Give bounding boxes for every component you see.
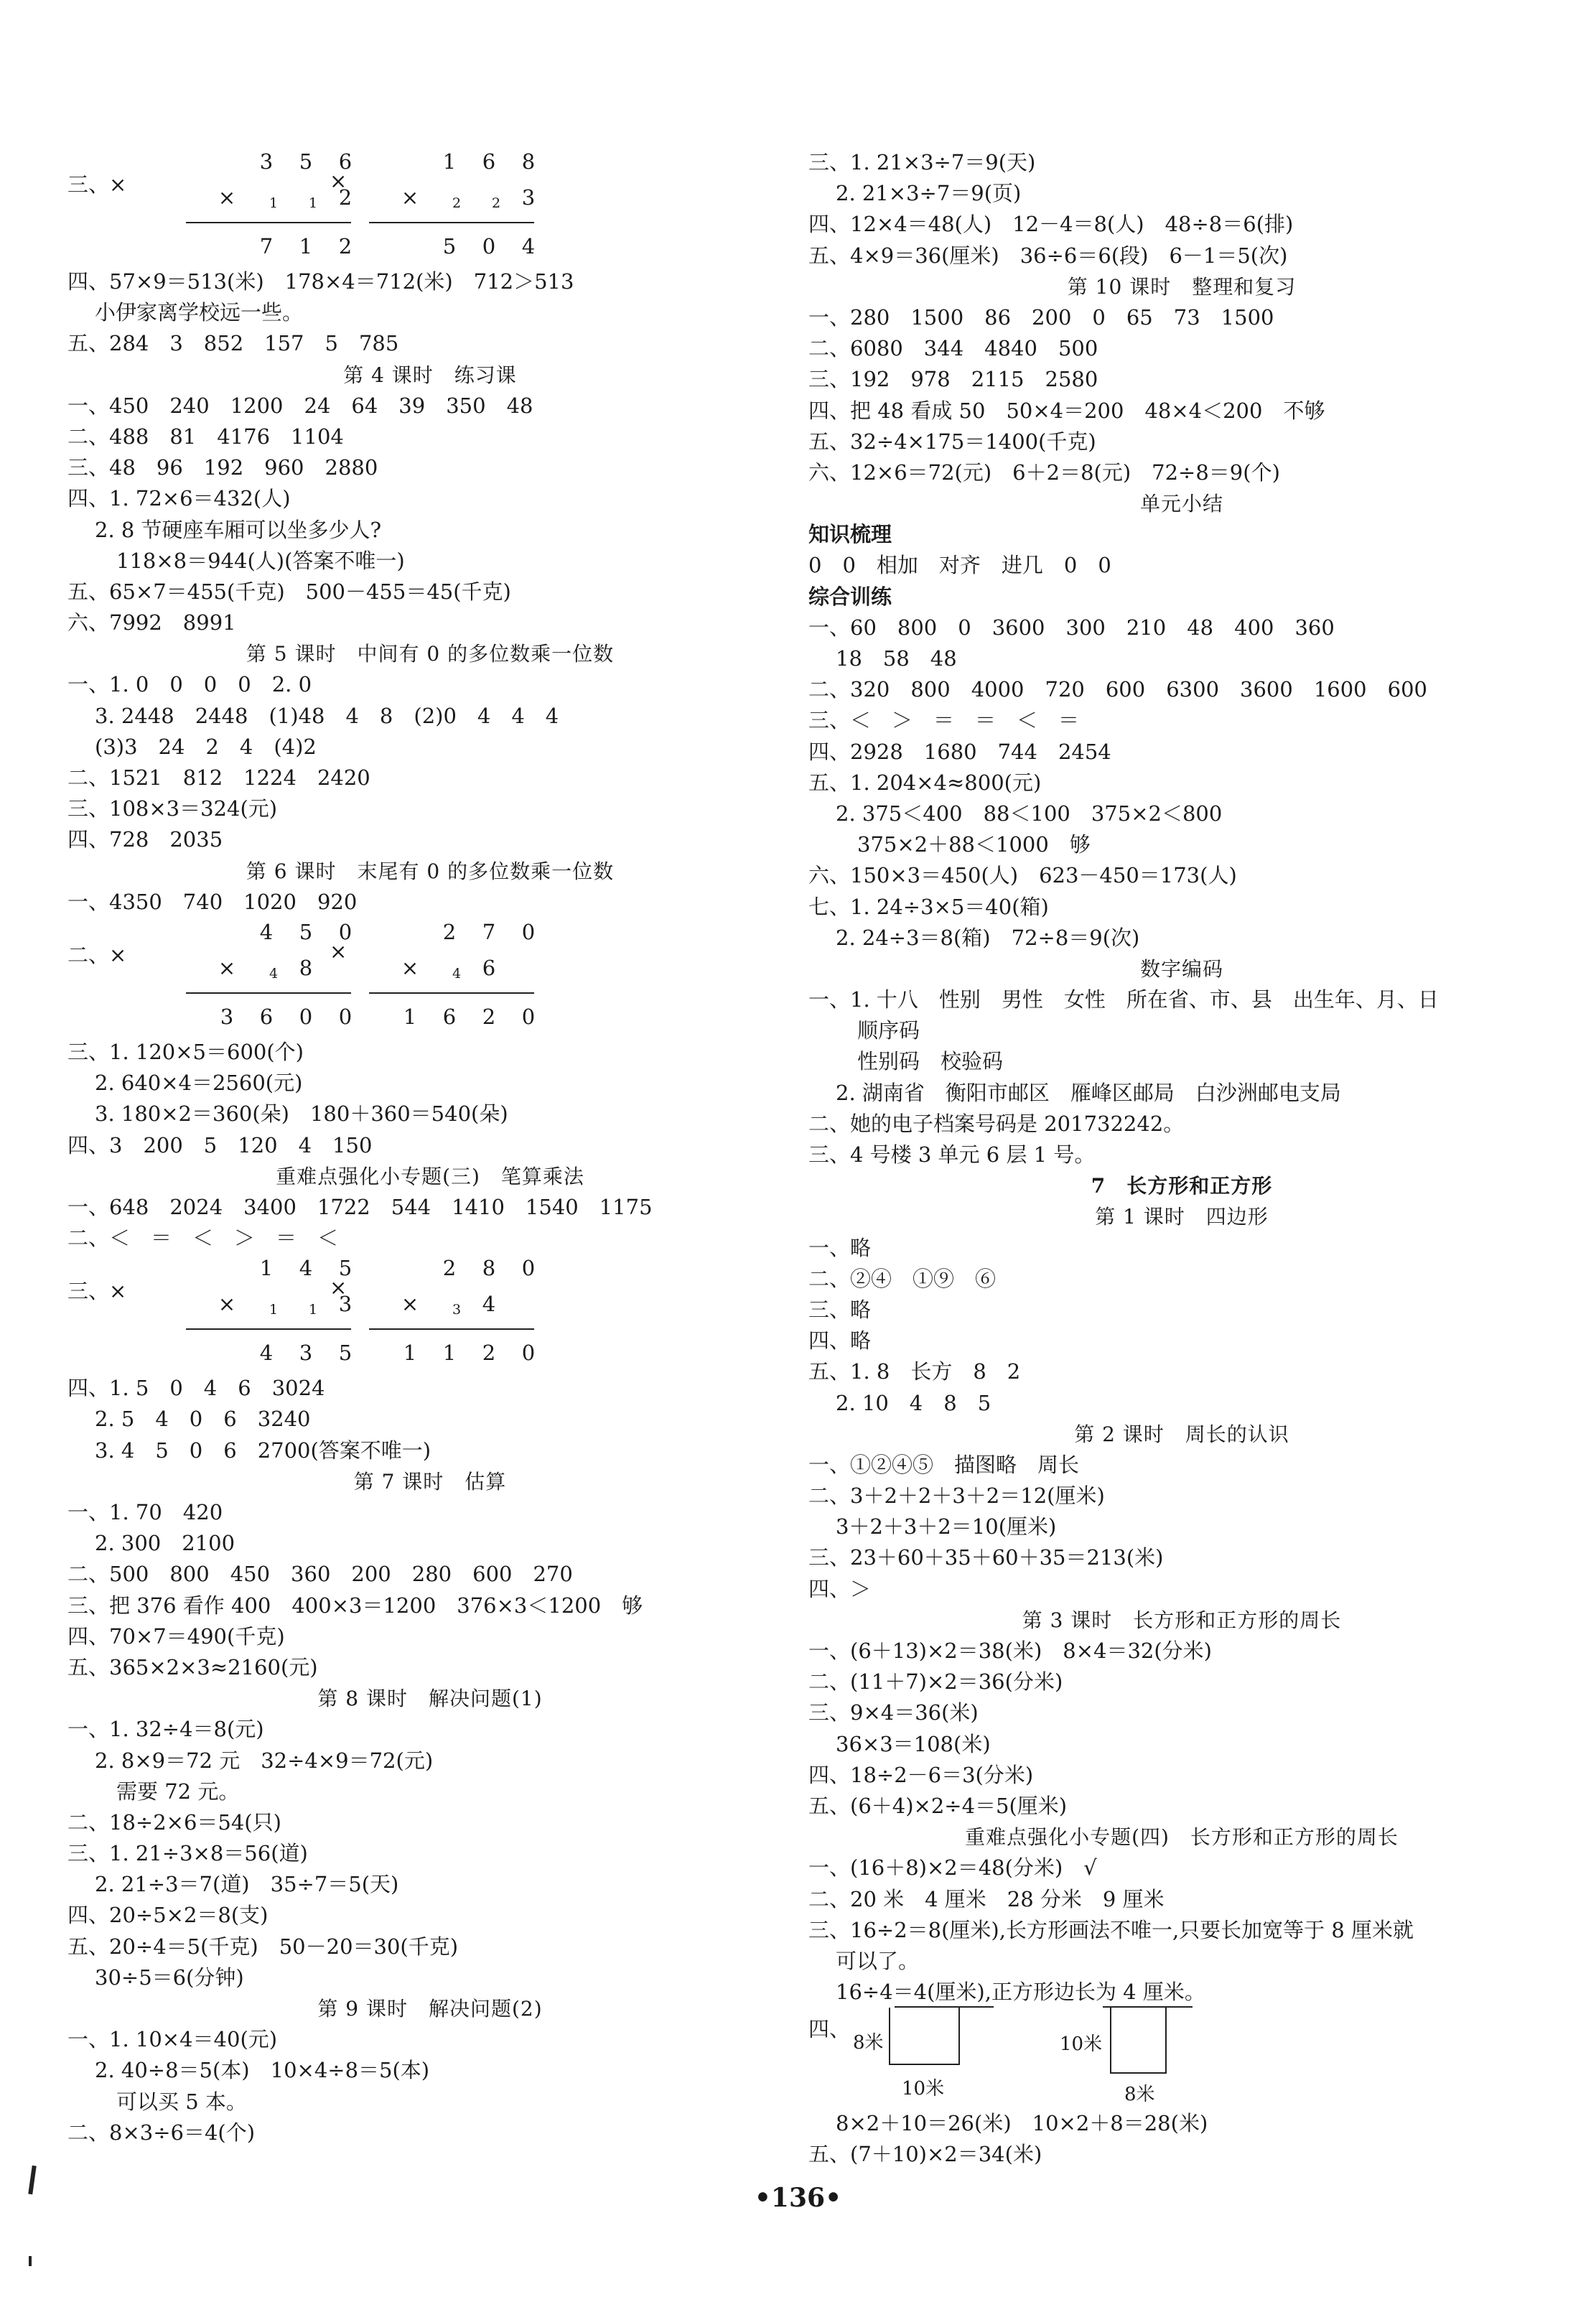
chapter-heading: 7 长方形和正方形	[1091, 1174, 1273, 1198]
section-heading: 第 7 课时 估算	[353, 1469, 507, 1494]
answer-line: 一、1. 十八 性别 男性 女性 所在省、市、县 出生年、月、日	[808, 987, 1439, 1012]
rule-line	[369, 992, 534, 994]
times-sign: ×	[218, 955, 236, 980]
answer-line: 需要 72 元。	[116, 1779, 240, 1804]
answer-line: 一、280 1500 86 200 0 65 73 1500	[808, 304, 1274, 330]
answer-line: 四、3 200 5 120 4 150	[67, 1132, 373, 1157]
digit: 0	[299, 1004, 313, 1029]
rectangle-1-top	[895, 2006, 994, 2008]
rule-line	[186, 1328, 351, 1330]
carry: 4	[452, 965, 462, 982]
answer-line: 三、1. 21×3÷7＝9(天)	[808, 150, 1036, 174]
answer-line: 3. 2448 2448 (1)48 4 8 (2)0 4 4 4	[95, 703, 559, 728]
answer-line: 五、365×2×3≈2160(元)	[67, 1654, 318, 1679]
answer-line: 一、(6＋13)×2＝38(米) 8×4＝32(分米)	[808, 1639, 1212, 1663]
answer-line: 顺序码	[857, 1018, 920, 1043]
answer-line: 性别码 校验码	[857, 1049, 1004, 1074]
answer-line: 六、7992 8991	[67, 610, 236, 635]
scan-mark	[29, 2256, 32, 2266]
answer-line: 三、4 号楼 3 单元 6 层 1 号。	[808, 1142, 1096, 1167]
digit: 2	[482, 1341, 496, 1366]
section-heading: 重难点强化小专题(三) 笔算乘法	[276, 1164, 584, 1188]
answer-line: 2. 375＜400 88＜100 375×2＜800	[836, 801, 1223, 826]
rule-line	[369, 222, 534, 223]
answer-line: 四、把 48 看成 50 50×4＝200 48×4＜200 不够	[808, 398, 1325, 423]
answer-line: 五、284 3 852 157 5 785	[67, 331, 399, 356]
answer-line: 一、1. 10×4＝40(元)	[67, 2027, 278, 2052]
rect2-bottom-label: 8米	[1124, 2084, 1155, 2106]
answer-line: 二、3＋2＋2＋3＋2＝12(厘米)	[808, 1483, 1105, 1509]
times-sign: ×	[401, 1292, 419, 1317]
digit: 4	[259, 1341, 274, 1366]
answer-line: 三、把 376 看作 400 400×3＝1200 376×3＜1200 够	[67, 1593, 643, 1618]
digit: 0	[521, 1256, 536, 1281]
answer-line: 二、20 米 4 厘米 28 分米 9 厘米	[808, 1886, 1165, 1911]
answer-line: 30÷5＝6(分钟)	[95, 1965, 244, 1990]
digit: 6	[259, 1004, 274, 1029]
answer-line: 三、16÷2＝8(厘米),长方形画法不唯一,只要长加宽等于 8 厘米就	[808, 1917, 1414, 1942]
section-heading: 第 6 课时 末尾有 0 的多位数乘一位数	[246, 859, 615, 883]
subheading: 综合训练	[808, 584, 892, 609]
rect1-side-label: 8米	[853, 2032, 884, 2054]
answer-line: 2. 5 4 0 6 3240	[95, 1407, 311, 1432]
digit: 4	[482, 1292, 496, 1317]
answer-line: 四、1. 5 0 4 6 3024	[67, 1376, 325, 1401]
digit: 3	[259, 149, 274, 174]
answer-line: 四、728 2035	[67, 827, 223, 852]
answer-line: 三、＜ ＞ ＝ ＝ ＜ ＝	[808, 708, 1080, 733]
multiplication-a	[186, 147, 351, 266]
answer-line: 四、略	[808, 1328, 872, 1353]
answer-line: 2. 40÷8＝5(本) 10×4÷8＝5(本)	[95, 2058, 430, 2083]
section-heading: 第 5 课时 中间有 0 的多位数乘一位数	[246, 642, 615, 666]
answer-line: 二、6080 344 4840 500	[808, 336, 1098, 361]
item-label: 三、×	[67, 1279, 127, 1304]
carry: 1	[269, 195, 279, 211]
answer-line: 375×2＋88＜1000 够	[857, 832, 1091, 857]
answer-line: 二、(11＋7)×2＝36(分米)	[808, 1669, 1063, 1695]
answer-line: 2. 10 4 8 5	[836, 1390, 991, 1415]
answer-line: 五、1. 8 长方 8 2	[808, 1359, 1021, 1384]
digit: 5	[338, 1341, 353, 1366]
rule-line	[186, 222, 351, 223]
carry: 1	[308, 195, 318, 211]
answer-line: 三、192 978 2115 2580	[808, 367, 1098, 392]
digit: 1	[403, 1341, 417, 1366]
section-heading: 第 8 课时 解决问题(1)	[317, 1687, 543, 1711]
digit: 6	[482, 149, 496, 174]
answer-line: 六、12×6＝72(元) 6＋2＝8(元) 72÷8＝9(个)	[808, 460, 1280, 485]
digit: 3	[521, 185, 536, 210]
digit: 1	[442, 1341, 457, 1366]
answer-line: 2. 300 2100	[95, 1531, 235, 1556]
rectangle-figures	[808, 2008, 1555, 2108]
rule-line	[186, 992, 351, 994]
answer-line: 二、②④ ①⑨ ⑥	[808, 1266, 997, 1291]
rect1-bottom-label: 10米	[902, 2078, 945, 2100]
answer-line: 五、65×7＝455(千克) 500－455＝45(千克)	[67, 579, 511, 604]
rectangle-2	[1110, 2008, 1167, 2074]
times-sign: ×	[218, 185, 236, 210]
section-heading: 单元小结	[1139, 492, 1223, 516]
answer-line: 可以买 5 本。	[116, 2089, 247, 2114]
answer-line: 3. 4 5 0 6 2700(答案不唯一)	[95, 1438, 431, 1463]
answer-line: 五、1. 204×4≈800(元)	[808, 770, 1042, 795]
answer-line: 3＋2＋3＋2＝10(厘米)	[836, 1514, 1057, 1539]
answer-line: 二、她的电子档案号码是 201732242。	[808, 1111, 1185, 1136]
answer-line: 2. 湖南省 衡阳市邮区 雁峰区邮局 白沙洲邮电支局	[836, 1080, 1341, 1105]
rectangle-1	[889, 2008, 960, 2065]
answer-line: 四、＞	[808, 1576, 872, 1601]
cross-mark: ×	[330, 169, 347, 193]
digit: 2	[442, 1256, 457, 1281]
answer-line: 一、1. 70 420	[67, 1500, 223, 1524]
times-sign: ×	[218, 1292, 236, 1317]
carry: 1	[308, 1302, 318, 1318]
right-column	[808, 147, 1555, 2171]
digit: 6	[338, 149, 353, 174]
answer-line: 五、4×9＝36(厘米) 36÷6＝6(段) 6－1＝5(次)	[808, 243, 1288, 268]
answer-line: 五、(7＋10)×2＝34(米)	[808, 2142, 1042, 2167]
answer-line: 一、450 240 1200 24 64 39 350 48	[67, 393, 533, 418]
section-heading: 第 10 课时 整理和复习	[1067, 274, 1297, 299]
left-column	[67, 147, 793, 2148]
section-heading: 第 1 课时 四边形	[1095, 1205, 1269, 1229]
rule-line	[369, 1328, 534, 1330]
answer-line: 三、1. 21÷3×8＝56(道)	[67, 1841, 308, 1866]
answer-line: 2. 24÷3＝8(箱) 72÷8＝9(次)	[836, 925, 1140, 950]
vertical-multiplication-3	[67, 1254, 793, 1373]
answer-line: 三、略	[808, 1297, 872, 1322]
answer-line: 2. 21×3÷7＝9(页)	[836, 181, 1022, 206]
answer-line: 2. 8 节硬座车厢可以坐多少人?	[95, 517, 382, 542]
answer-line: 二、＜ ＝ ＜ ＞ ＝ ＜	[67, 1226, 339, 1251]
multiplication-a	[186, 1254, 351, 1373]
answer-line: 三、9×4＝36(米)	[808, 1700, 979, 1725]
answer-line: 18 58 48	[836, 646, 957, 671]
answer-line: 可以了。	[836, 1948, 920, 1973]
digit: 4	[521, 234, 536, 258]
carry: 3	[452, 1302, 462, 1318]
digit: 0	[338, 919, 353, 944]
section-heading: 第 4 课时 练习课	[343, 363, 517, 387]
answer-line: 五、(6＋4)×2÷4＝5(厘米)	[808, 1793, 1068, 1818]
digit: 5	[299, 149, 313, 174]
digit: 3	[338, 1292, 353, 1317]
item-label: 三、×	[67, 172, 127, 197]
answer-line: 36×3＝108(米)	[836, 1731, 991, 1756]
carry: 2	[452, 195, 462, 211]
answer-line: 四、70×7＝490(千克)	[67, 1623, 285, 1649]
multiplication-b	[369, 918, 534, 1037]
answer-line: 六、150×3＝450(人) 623－450＝173(人)	[808, 863, 1237, 888]
item-label: 二、×	[67, 942, 127, 967]
digit: 2	[482, 1004, 496, 1029]
carry: 2	[491, 195, 501, 211]
answer-line: 8×2＋10＝26(米) 10×2＋8＝28(米)	[836, 2111, 1208, 2136]
digit: 8	[521, 149, 536, 174]
section-heading: 数字编码	[1139, 956, 1223, 981]
answer-line: 一、648 2024 3400 1722 544 1410 1540 1175	[67, 1194, 653, 1219]
answer-line: 二、500 800 450 360 200 280 600 270	[67, 1562, 573, 1587]
answer-line: 一、60 800 0 3600 300 210 48 400 360	[808, 615, 1335, 640]
item-label: 四、	[808, 2017, 851, 2042]
answer-line: 16÷4＝4(厘米),正方形边长为 4 厘米。	[836, 1980, 1205, 2005]
answer-line: 二、320 800 4000 720 600 6300 3600 1600 600	[808, 677, 1427, 702]
answer-line: 2. 21÷3＝7(道) 35÷7＝5(天)	[95, 1872, 399, 1897]
digit: 0	[338, 1004, 353, 1029]
multiplication-b	[369, 1254, 534, 1373]
carry: 1	[269, 1302, 279, 1318]
answer-line: 一、略	[808, 1235, 872, 1260]
answer-line: 一、(16＋8)×2＝48(分米) √	[808, 1855, 1097, 1881]
answer-line: 2. 640×4＝2560(元)	[95, 1071, 303, 1096]
digit: 1	[403, 1004, 417, 1029]
answer-line: 3. 180×2＝360(朵) 180＋360＝540(朵)	[95, 1101, 508, 1127]
answer-line: 二、18÷2×6＝54(只)	[67, 1809, 281, 1835]
section-heading: 第 9 课时 解决问题(2)	[317, 1997, 543, 2021]
times-sign: ×	[401, 185, 419, 210]
answer-line: 2. 8×9＝72 元 32÷4×9＝72(元)	[95, 1748, 434, 1773]
answer-line: (3)3 24 2 4 (4)2	[95, 734, 317, 759]
digit: 6	[482, 955, 496, 980]
answer-line: 三、1. 120×5＝600(个)	[67, 1039, 304, 1064]
digit: 0	[521, 919, 536, 944]
answer-line: 0 0 相加 对齐 进几 0 0	[808, 553, 1111, 578]
digit: 3	[299, 1341, 313, 1366]
answer-line: 小伊家离学校远一些。	[95, 300, 304, 325]
answer-line: 一、①②④⑤ 描图略 周长	[808, 1452, 1080, 1477]
rect2-side-label: 10米	[1060, 2033, 1103, 2056]
digit: 5	[299, 919, 313, 944]
answer-line: 五、32÷4×175＝1400(千克)	[808, 429, 1096, 454]
answer-line: 四、2928 1680 744 2454	[808, 739, 1111, 764]
answer-line: 三、23＋60＋35＋60＋35＝213(米)	[808, 1545, 1164, 1570]
digit: 7	[482, 919, 496, 944]
section-heading: 重难点强化小专题(四) 长方形和正方形的周长	[965, 1825, 1399, 1850]
times-sign: ×	[401, 955, 419, 980]
carry: 4	[269, 965, 279, 982]
answer-line: 一、1. 32÷4＝8(元)	[67, 1717, 264, 1742]
digit: 5	[338, 1256, 353, 1281]
answer-line: 三、108×3＝324(元)	[67, 796, 278, 821]
answer-line: 四、18÷2－6＝3(分米)	[808, 1762, 1034, 1787]
answer-line: 118×8＝944(人)(答案不唯一)	[116, 548, 405, 573]
answer-line: 一、4350 740 1020 920	[67, 889, 358, 914]
digit: 2	[442, 919, 457, 944]
multiplication-a	[186, 918, 351, 1037]
subheading: 知识梳理	[808, 522, 892, 547]
answer-line: 五、20÷4＝5(千克) 50－20＝30(千克)	[67, 1934, 459, 1959]
answer-line: 四、12×4＝48(人) 12－4＝8(人) 48÷8＝6(排)	[808, 212, 1294, 237]
answer-line: 二、1521 812 1224 2420	[67, 765, 370, 790]
digit: 1	[442, 149, 457, 174]
page-number: •136•	[754, 2183, 842, 2213]
digit: 7	[259, 234, 274, 258]
digit: 0	[521, 1341, 536, 1366]
answer-line: 二、488 81 4176 1104	[67, 424, 344, 449]
answer-line: 四、57×9＝513(米) 178×4＝712(米) 712＞513	[67, 269, 574, 294]
answer-line: 四、20÷5×2＝8(支)	[67, 1903, 269, 1928]
answer-line: 二、8×3÷6＝4(个)	[67, 2120, 256, 2145]
digit: 2	[338, 185, 353, 210]
digit: 4	[259, 919, 274, 944]
digit: 8	[482, 1256, 496, 1281]
digit: 0	[482, 234, 496, 258]
answer-line: 三、48 96 192 960 2880	[67, 455, 378, 480]
multiplication-b	[369, 147, 534, 266]
vertical-multiplication-2	[67, 918, 793, 1037]
digit: 0	[521, 1004, 536, 1029]
vertical-multiplication-1	[67, 147, 793, 266]
section-heading: 第 2 课时 周长的认识	[1074, 1422, 1289, 1446]
digit: 5	[442, 234, 457, 258]
digit: 6	[442, 1004, 457, 1029]
rectangle-2-top	[1103, 2006, 1193, 2008]
digit: 1	[299, 234, 313, 258]
cross-mark: ×	[330, 938, 347, 964]
section-heading: 第 3 课时 长方形和正方形的周长	[1022, 1608, 1342, 1632]
digit: 1	[259, 1256, 274, 1281]
digit: 8	[299, 955, 313, 980]
answer-line: 七、1. 24÷3×5＝40(箱)	[808, 894, 1049, 919]
answer-line: 四、1. 72×6＝432(人)	[67, 486, 291, 511]
digit: 3	[220, 1004, 234, 1029]
digit: 2	[338, 234, 353, 258]
answer-line: 一、1. 0 0 0 0 2. 0	[67, 672, 312, 697]
cross-mark: ×	[330, 1275, 347, 1300]
digit: 4	[299, 1256, 313, 1281]
